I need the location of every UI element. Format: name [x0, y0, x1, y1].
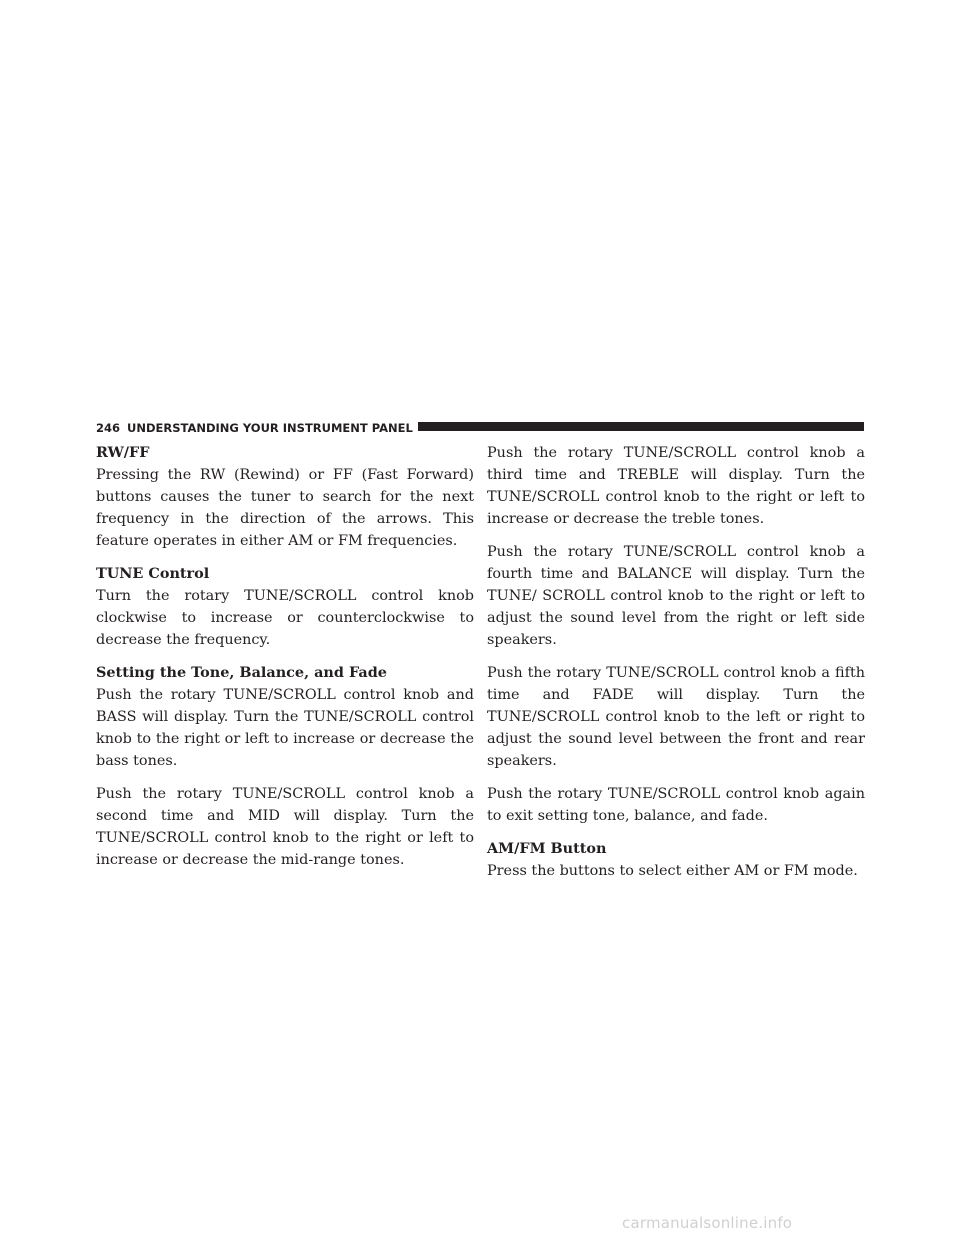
section-heading: RW/FF: [96, 444, 150, 461]
section-am-fm-button: [487, 838, 865, 882]
paragraph: Push the rotary TUNE/SCROLL control knob a second time and MID will display. Turn the TUNE/SCROLL control knob to the right or left to increase or decrease the mid-range tones.: [96, 786, 474, 868]
page-header: [96, 418, 864, 438]
section-heading: Setting the Tone, Balance, and Fade: [96, 664, 387, 681]
header-rule: [418, 422, 864, 431]
page-number: 246: [96, 421, 121, 435]
paragraph: Push the rotary TUNE/SCROLL control knob a third time and TREBLE will display. Turn the TUNE/SCROLL control knob to the right or left to increase or decrease the treble tones.: [487, 445, 865, 527]
right-column: [487, 442, 865, 893]
paragraph: Push the rotary TUNE/SCROLL control knob a fourth time and BALANCE will display. Turn the TUNE/ SCROLL control knob to the right or left to adjust the sound level from the right or left side speakers.: [487, 544, 865, 648]
section-heading: AM/FM Button: [487, 840, 607, 857]
left-column: [96, 442, 474, 882]
section-tone-balance-fade: [96, 662, 474, 871]
paragraph: Pressing the RW (Rewind) or FF (Fast Forward) buttons causes the tuner to search for the next frequency in the direction of the arrows. This feature operates in either AM or FM frequencies.: [96, 467, 474, 549]
section-heading: TUNE Control: [96, 565, 210, 582]
paragraph: Push the rotary TUNE/SCROLL control knob and BASS will display. Turn the TUNE/SCROLL control knob to the right or left to increase or decrease the bass tones.: [96, 687, 474, 769]
paragraph: Push the rotary TUNE/SCROLL control knob a fifth time and FADE will display. Turn the TUNE/SCROLL control knob to the left or right to adjust the sound level between the front and rear speakers.: [487, 665, 865, 769]
section-title: UNDERSTANDING YOUR INSTRUMENT PANEL: [127, 421, 413, 435]
paragraph: Turn the rotary TUNE/SCROLL control knob clockwise to increase or counterclockwise to decrease the frequency.: [96, 588, 474, 648]
watermark: carmanualsonline.info: [622, 1214, 793, 1232]
section-tune-control: [96, 563, 474, 651]
section-rw-ff: [96, 442, 474, 552]
paragraph: Press the buttons to select either AM or FM mode.: [487, 863, 858, 879]
paragraph: Push the rotary TUNE/SCROLL control knob again to exit setting tone, balance, and fade.: [487, 786, 865, 824]
